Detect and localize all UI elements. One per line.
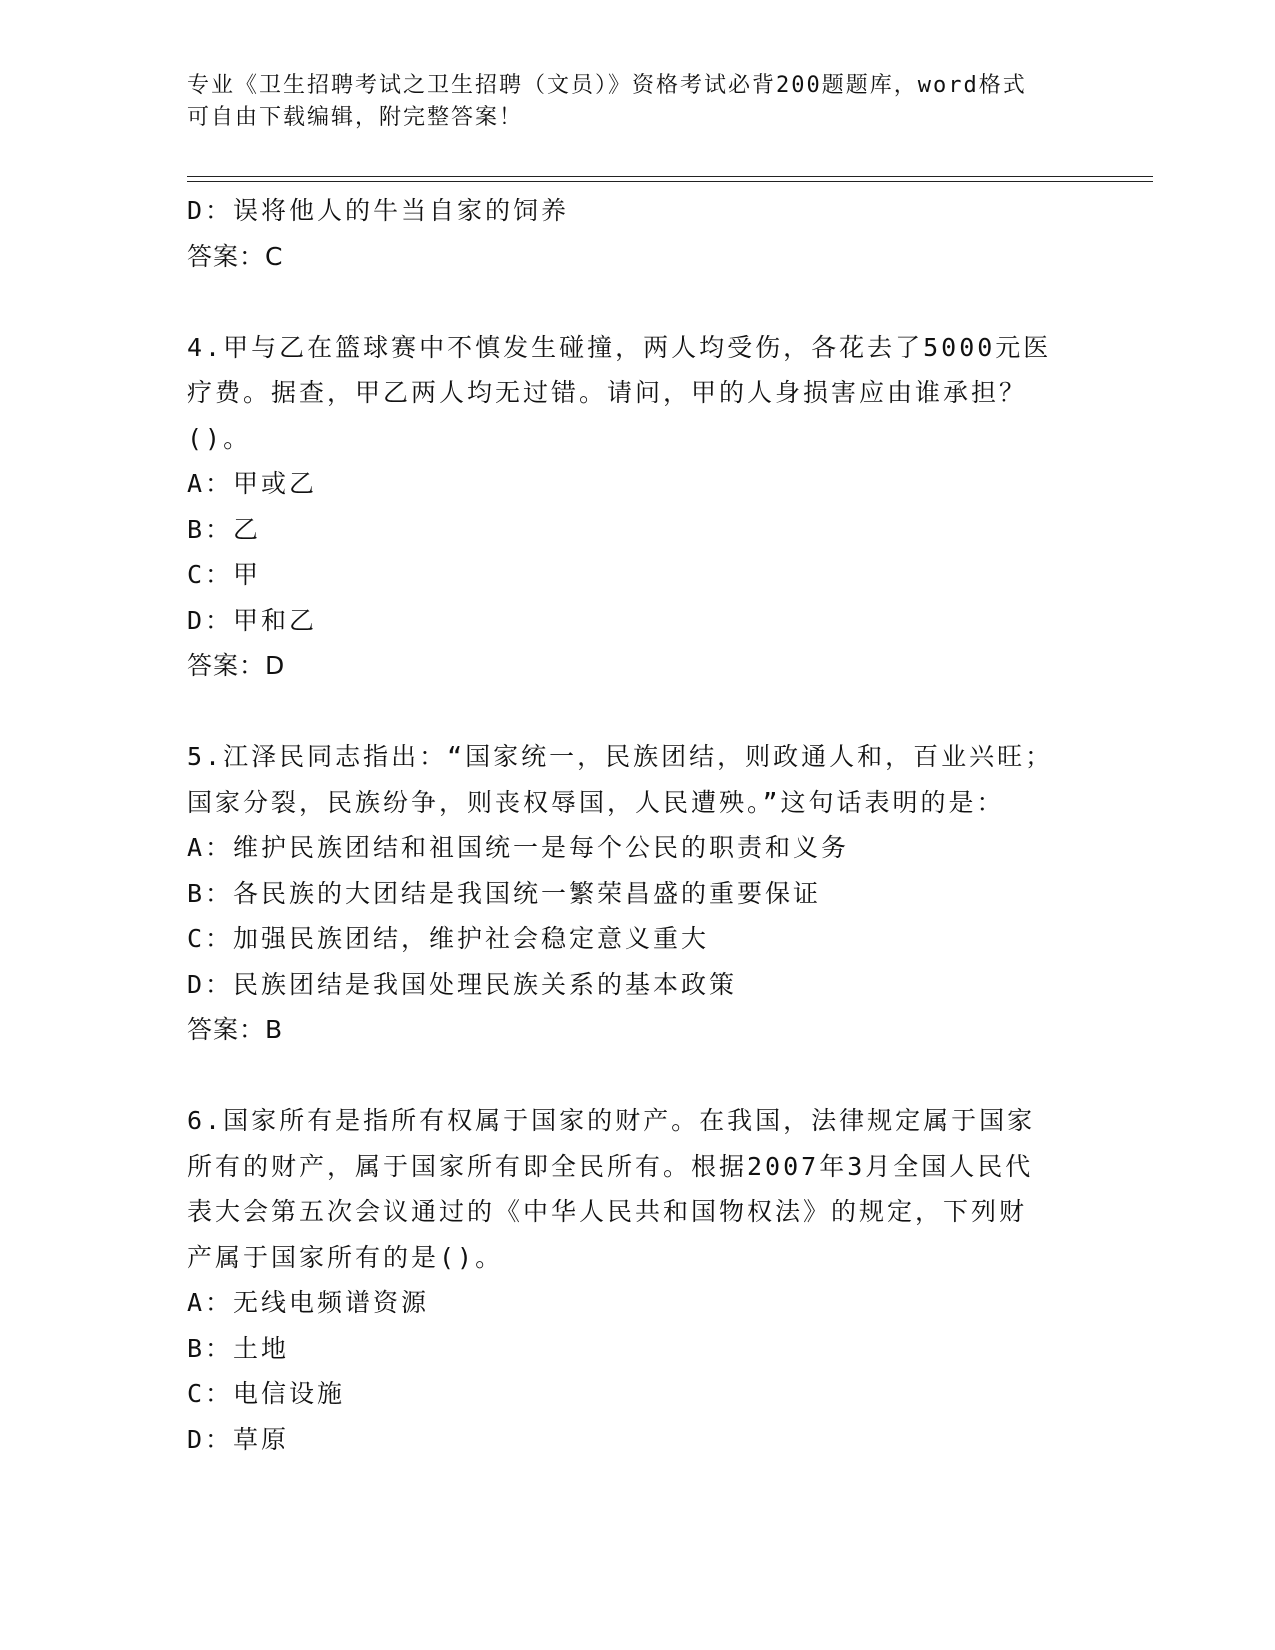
answer: 答案：B: [187, 1015, 284, 1044]
header-divider-bottom: [187, 181, 1153, 182]
question-stem: 5.江泽民同志指出：“国家统一，民族团结，则政通人和，百业兴旺；: [187, 742, 1054, 771]
option-d: D：民族团结是我国处理民族关系的基本政策: [187, 969, 738, 999]
answer: 答案：D: [187, 651, 286, 680]
question-stem: ()。: [187, 423, 252, 453]
header-line-2: 可自由下载编辑，附完整答案！: [187, 105, 524, 130]
page-header: [187, 70, 1067, 134]
question-6: [187, 1098, 1087, 1462]
option-a: A：甲或乙: [187, 469, 318, 498]
option-c: C：电信设施: [187, 1379, 346, 1408]
option-c: C：加强民族团结，维护社会稳定意义重大: [187, 924, 710, 953]
header-divider-top: [187, 176, 1153, 177]
question-stem: 6.国家所有是指所有权属于国家的财产。在我国，法律规定属于国家: [187, 1106, 1036, 1135]
answer: 答案：C: [187, 241, 284, 271]
question-5: [187, 734, 1087, 1053]
option-d: D：甲和乙: [187, 605, 318, 635]
header-line-1: 专业《卫生招聘考试之卫生招聘（文员）》资格考试必背200题题库，word格式: [187, 73, 1027, 98]
question-4: [187, 325, 1087, 689]
question-stem: 所有的财产，属于国家所有即全民所有。根据2007年3月全国人民代: [187, 1151, 1034, 1181]
option-c: C：甲: [187, 560, 262, 589]
option-b: B：乙: [187, 514, 262, 544]
option-b: B：土地: [187, 1333, 290, 1363]
question-stem: 疗费。据查，甲乙两人均无过错。请问，甲的人身损害应由谁承担？: [187, 378, 1028, 407]
option-b: B：各民族的大团结是我国统一繁荣昌盛的重要保证: [187, 878, 822, 908]
question-stem: 表大会第五次会议通过的《中华人民共和国物权法》的规定，下列财: [187, 1197, 1028, 1226]
question-stem: 国家分裂，民族纷争，则丧权辱国，人民遭殃。”这句话表明的是：: [187, 787, 1005, 817]
option-d: D：误将他人的牛当自家的饲养: [187, 196, 570, 225]
question-stem: 产属于国家所有的是()。: [187, 1242, 504, 1272]
option-a: A：无线电频谱资源: [187, 1288, 430, 1317]
question-stem: 4.甲与乙在篮球赛中不慎发生碰撞，两人均受伤，各花去了5000元医: [187, 332, 1052, 362]
option-a: A：维护民族团结和祖国统一是每个公民的职责和义务: [187, 833, 850, 862]
option-d: D：草原: [187, 1424, 290, 1454]
question-3-tail: [187, 188, 1087, 279]
document-body: [187, 188, 1087, 1462]
